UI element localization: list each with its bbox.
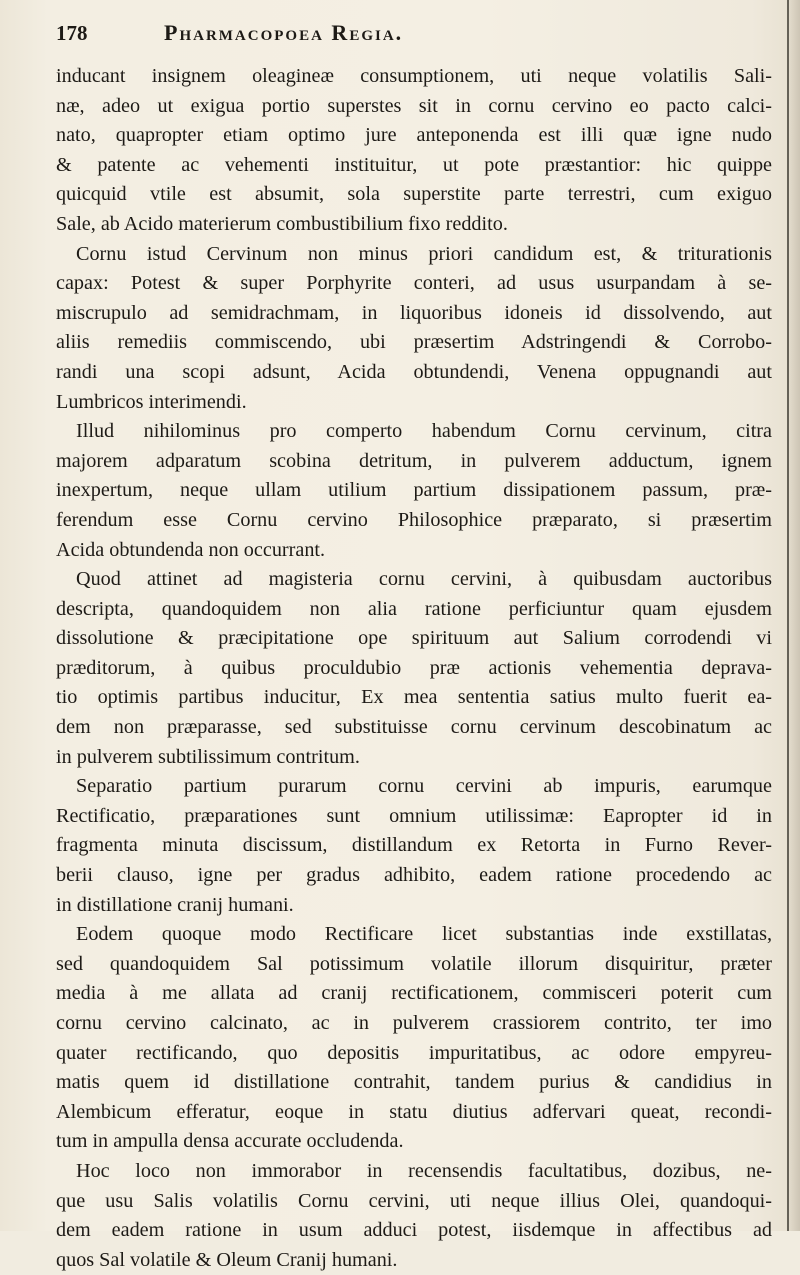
text-line: Separatio partium purarum cornu cervini ab impuris, earumque <box>76 775 772 798</box>
text-line: Rectificatio, præparationes sunt omnium utilissimæ: Eapropter id in <box>56 804 772 827</box>
text-line: quicquid vtile est absumit, sola superstite parte terrestri, cum exiguo <box>56 183 772 206</box>
text-line: que usu Salis volatilis Cornu cervini, uti neque illius Olei, quandoqui- <box>56 1189 772 1212</box>
text-line: & patente ac vehementi instituitur, ut pote præstantior: hic quippe <box>56 153 772 176</box>
text-line: dem non præparasse, sed substituisse cornu cervinum descobinatum ac <box>56 716 772 739</box>
text-line: inducant insignem oleagineæ consumptionem, uti neque volatilis Sali- <box>56 65 772 87</box>
text-line: Illud nihilominus pro comperto habendum Cornu cervinum, citra <box>76 420 772 443</box>
paragraph <box>56 417 772 565</box>
text-line: fragmenta minuta discissum, distillandum ex Retorta in Furno Rever- <box>56 834 772 857</box>
paragraph <box>56 240 772 418</box>
page-header <box>56 20 772 58</box>
text-line: tio optimis partibus inducitur, Ex mea sententia satius multo fuerit ea- <box>56 686 772 709</box>
paragraph <box>56 920 772 1157</box>
text-line: tum in ampulla densa accurate occludenda. <box>56 1130 404 1153</box>
text-line: in pulverem subtilissimum contritum. <box>56 745 360 768</box>
text-line: capax: Potest & super Porphyrite conteri, ad usus usurpandam à se- <box>56 272 772 295</box>
text-line: Sale, ab Acido materierum combustibilium fixo reddito. <box>56 212 508 235</box>
text-line: nato, quapropter etiam optimo jure anteponenda est illi quæ igne nudo <box>56 124 772 147</box>
text-line: matis quem id distillatione contrahit, tandem purius & candidius in <box>56 1071 772 1094</box>
paragraph <box>56 565 772 772</box>
text-block <box>56 20 772 1275</box>
text-line: miscrupulo ad semidrachmam, in liquoribus idoneis id dissolvendo, aut <box>56 301 772 324</box>
text-line: Hoc loco non immorabor in recensendis facultatibus, dozibus, ne- <box>76 1159 772 1182</box>
text-line: Cornu istud Cervinum non minus priori candidum est, & triturationis <box>76 242 772 265</box>
text-line: ferendum esse Cornu cervino Philosophice præparato, si præsertim <box>56 508 772 531</box>
running-head: Pharmacopoea Regia. <box>164 20 404 45</box>
text-line: berii clauso, igne per gradus adhibito, eadem ratione procedendo ac <box>56 864 772 887</box>
text-line: quos Sal volatile & Oleum Cranij humani. <box>56 1248 398 1271</box>
text-line: næ, adeo ut exigua portio superstes sit in cornu cervino eo pacto calci- <box>56 94 772 117</box>
text-line: randi una scopi adsunt, Acida obtundendi, Venena oppugnandi aut <box>56 360 772 383</box>
text-line: dissolutione & præcipitatione ope spirituum aut Salium corrodendi vi <box>56 627 772 650</box>
text-line: media à me allata ad cranij rectificationem, commisceri poterit cum <box>56 982 772 1005</box>
text-line: sed quandoquidem Sal potissimum volatile illorum disquiritur, præter <box>56 952 772 975</box>
text-line: aliis remediis commiscendo, ubi præsertim Adstringendi & Corrobo- <box>56 331 772 354</box>
text-line: in distillatione cranij humani. <box>56 893 294 916</box>
text-line: inexpertum, neque ullam utilium partium dissipationem passum, præ- <box>56 479 772 502</box>
text-line: Alembicum efferatur, eoque in statu diutius adfervari queat, recondi- <box>56 1100 772 1123</box>
paragraph <box>56 772 772 920</box>
text-line: Eodem quoque modo Rectificare licet substantias inde exstillatas, <box>76 923 772 946</box>
text-line: dem eadem ratione in usum adduci potest, iisdemque in affectibus ad <box>56 1219 772 1242</box>
paragraph <box>56 62 772 240</box>
text-line: Acida obtundenda non occurrant. <box>56 538 326 561</box>
body-text <box>56 62 772 1275</box>
text-line: Quod attinet ad magisteria cornu cervini, à quibusdam auctoribus <box>76 568 772 591</box>
paragraph <box>56 1157 772 1275</box>
page-number: 178 <box>56 21 88 45</box>
text-line: majorem adparatum scobina detritum, in pulverem adductum, ignem <box>56 449 772 472</box>
text-line: Lumbricos interimendi. <box>56 390 247 413</box>
text-line: quater rectificando, quo depositis impuritatibus, ac odore empyreu- <box>56 1041 772 1064</box>
page-edge-line <box>787 0 789 1231</box>
text-line: cornu cervino calcinato, ac in pulverem crassiorem contrito, ter imo <box>56 1012 772 1034</box>
text-line: descripta, quandoquidem non alia ratione perficiuntur quam ejusdem <box>56 597 772 620</box>
text-line: præditorum, à quibus proculdubio præ actionis vehementia deprava- <box>56 656 772 679</box>
